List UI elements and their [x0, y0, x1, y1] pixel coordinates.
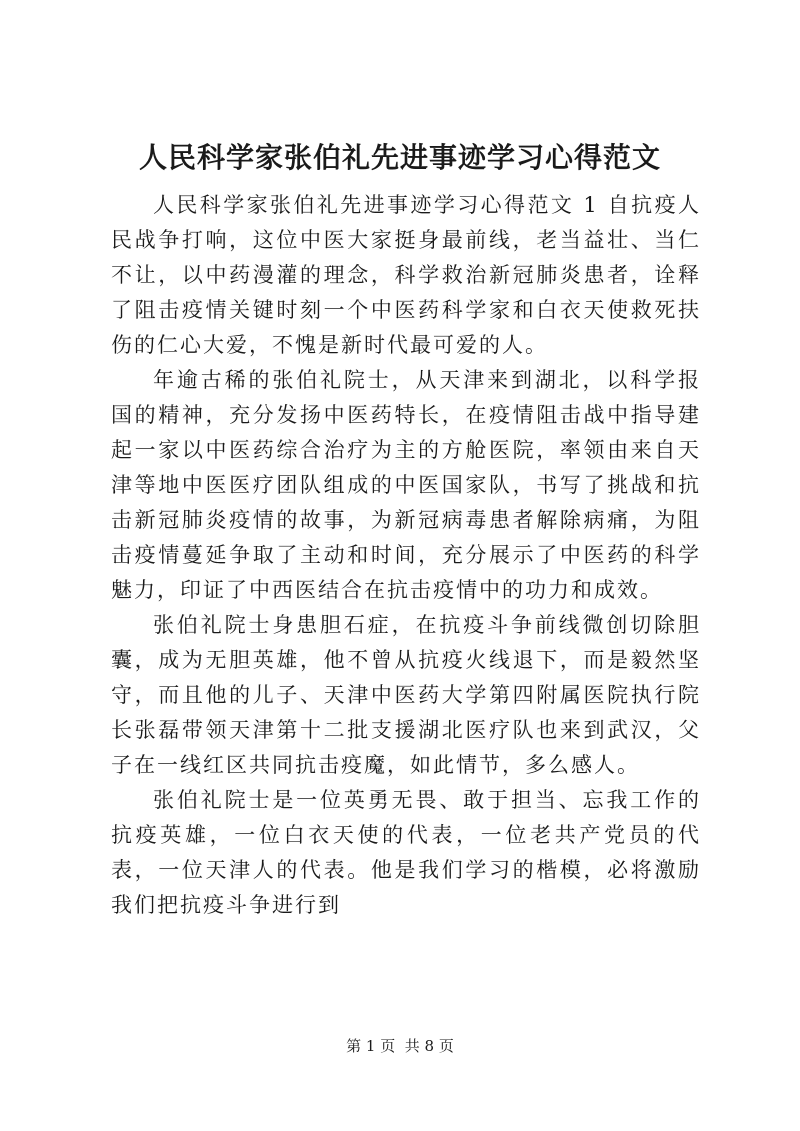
paragraph-4: 张伯礼院士是一位英勇无畏、敢于担当、忘我工作的抗疫英雄，一位白衣天使的代表，一位老共产党员的代表，一位天津人的代表。他是我们学习的楷模，必将激励我们把抗疫斗争进行到	[111, 788, 701, 917]
document-body	[111, 188, 701, 923]
paragraph-1: 人民科学家张伯礼先进事迹学习心得范文 1 自抗疫人民战争打响，这位中医大家挺身最前线，老当益壮、当仁不让，以中药漫灌的理念，科学救治新冠肺炎患者，诠释了阻击疫情关键时刻一个中医药科学家和白衣天使救死扶伤的仁心大爱，不愧是新时代最可爱的人。	[111, 193, 701, 357]
paragraph-2: 年逾古稀的张伯礼院士，从天津来到湖北，以科学报国的精神，充分发扬中医药特长，在疫情阻击战中指导建起一家以中医药综合治疗为主的方舱医院，率领由来自天津等地中医医疗团队组成的中医国家队，书写了挑战和抗击新冠肺炎疫情的故事，为新冠病毒患者解除病痛，为阻击疫情蔓延争取了主动和时间，充分展示了中医药的科学魅力，印证了中西医结合在抗击疫情中的功力和成效。	[111, 368, 701, 602]
paragraph-3: 张伯礼院士身患胆石症，在抗疫斗争前线微创切除胆囊，成为无胆英雄，他不曾从抗疫火线退下，而是毅然坚守，而且他的儿子、天津中医药大学第四附属医院执行院长张磊带领天津第十二批支援湖北医疗队也来到武汉，父子在一线红区共同抗击疫魔，如此情节，多么感人。	[111, 613, 701, 777]
page-footer: 第 1 页 共 8 页	[346, 1037, 454, 1055]
document-title: 人民科学家张伯礼先进事迹学习心得范文	[138, 141, 661, 174]
